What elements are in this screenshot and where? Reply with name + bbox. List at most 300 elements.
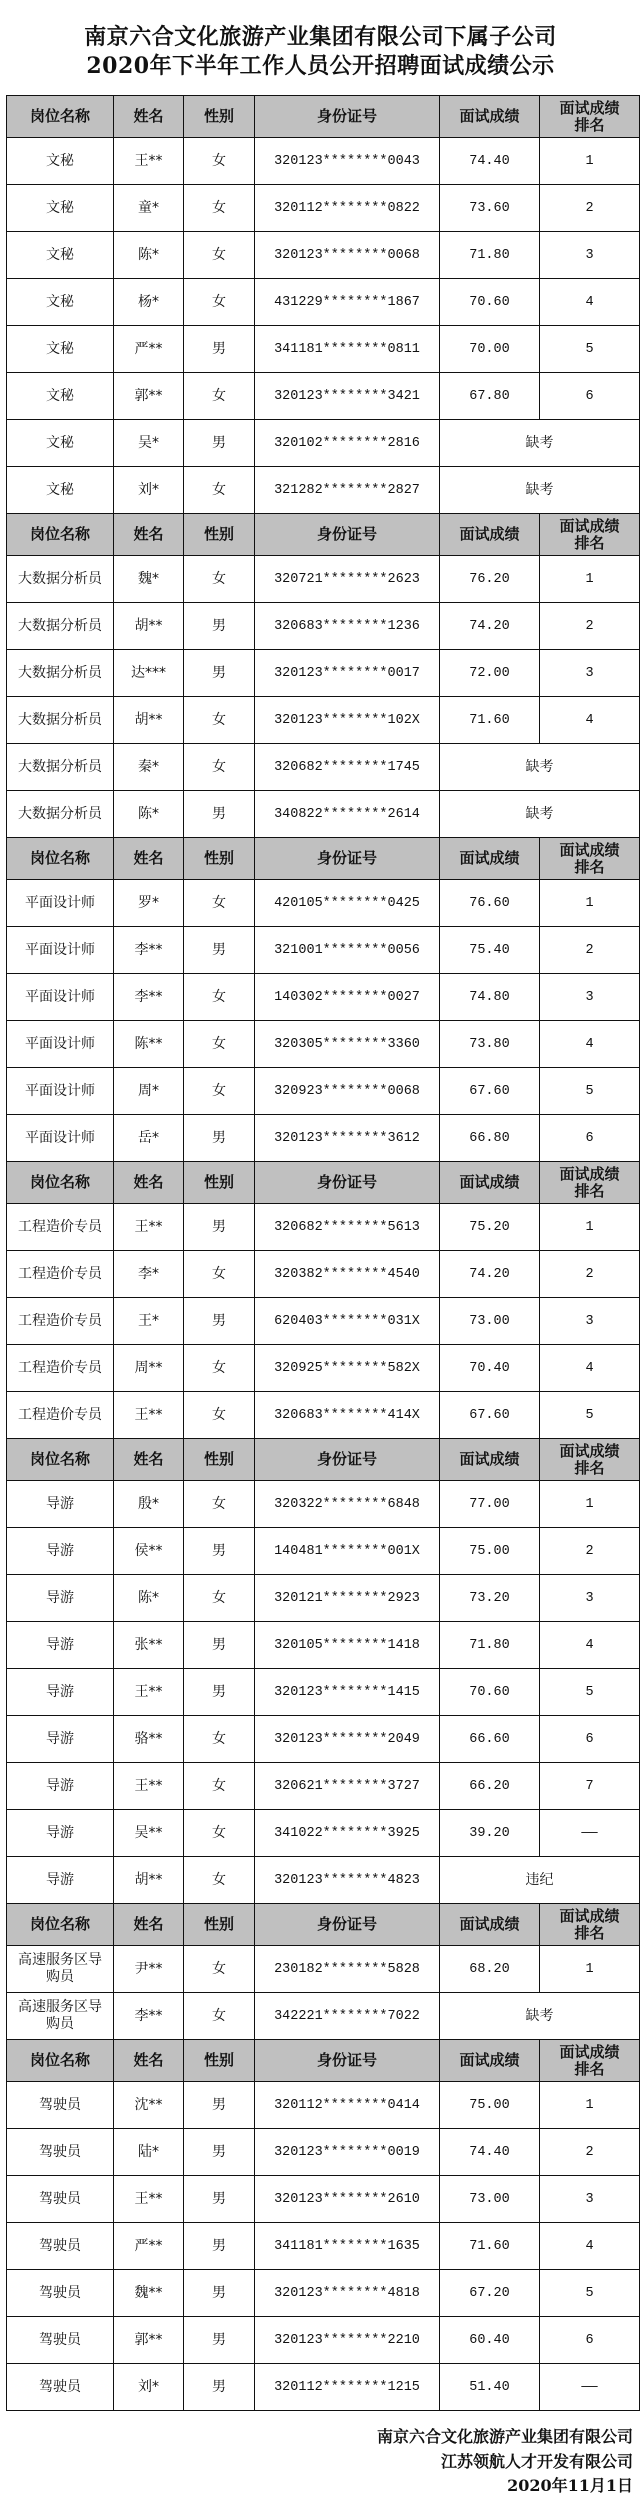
cell-rank: 1 [540, 138, 640, 185]
cell-position: 大数据分析员 [7, 603, 114, 650]
cell-id-number: 321001********0056 [255, 927, 440, 974]
header-id-number: 身份证号 [255, 2040, 440, 2082]
cell-name: 尹** [114, 1946, 184, 1993]
cell-rank: 4 [540, 1021, 640, 1068]
cell-rank: 6 [540, 1716, 640, 1763]
table-row [7, 1575, 640, 1622]
cell-gender: 男 [184, 2270, 255, 2317]
table-row [7, 556, 640, 603]
cell-score: 68.20 [440, 1946, 540, 1993]
cell-position: 导游 [7, 1481, 114, 1528]
header-gender: 性别 [184, 1904, 255, 1946]
cell-rank: 1 [540, 880, 640, 927]
header-gender: 性别 [184, 514, 255, 556]
cell-id-number: 320925********582X [255, 1345, 440, 1392]
table-row [7, 1481, 640, 1528]
cell-gender: 男 [184, 2176, 255, 2223]
cell-score: 73.00 [440, 2176, 540, 2223]
table-row [7, 650, 640, 697]
header-name: 姓名 [114, 838, 184, 880]
cell-id-number: 320123********0019 [255, 2129, 440, 2176]
cell-score: 67.20 [440, 2270, 540, 2317]
table-row [7, 791, 640, 838]
cell-rank: 3 [540, 1575, 640, 1622]
cell-name: 岳* [114, 1115, 184, 1162]
table-row [7, 1204, 640, 1251]
cell-score: 66.60 [440, 1716, 540, 1763]
header-id-number: 身份证号 [255, 838, 440, 880]
cell-gender: 男 [184, 326, 255, 373]
header-name: 姓名 [114, 2040, 184, 2082]
footer-org-2: 江苏领航人才开发有限公司 [440, 2451, 633, 2471]
header-row [7, 96, 640, 138]
table-row [7, 1946, 640, 1993]
table-row [7, 603, 640, 650]
cell-gender: 女 [184, 1993, 255, 2040]
cell-score: 71.60 [440, 2223, 540, 2270]
cell-position: 文秘 [7, 326, 114, 373]
header-position: 岗位名称 [7, 838, 114, 880]
cell-rank: —— [540, 1810, 640, 1857]
cell-id-number: 321282********2827 [255, 467, 440, 514]
table-row [7, 1392, 640, 1439]
cell-id-number: 320621********3727 [255, 1763, 440, 1810]
cell-position: 文秘 [7, 420, 114, 467]
cell-rank: 4 [540, 1345, 640, 1392]
cell-gender: 男 [184, 2129, 255, 2176]
table-row [7, 697, 640, 744]
header-position: 岗位名称 [7, 96, 114, 138]
table-row [7, 1251, 640, 1298]
cell-id-number: 341022********3925 [255, 1810, 440, 1857]
cell-position: 大数据分析员 [7, 650, 114, 697]
table-row [7, 1115, 640, 1162]
cell-name: 王** [114, 138, 184, 185]
cell-position: 工程造价专员 [7, 1345, 114, 1392]
cell-gender: 女 [184, 556, 255, 603]
cell-gender: 男 [184, 650, 255, 697]
cell-score: 67.80 [440, 373, 540, 420]
header-score: 面试成绩 [440, 514, 540, 556]
cell-name: 骆** [114, 1716, 184, 1763]
cell-name: 王** [114, 1392, 184, 1439]
cell-id-number: 342221********7022 [255, 1993, 440, 2040]
cell-name: 刘* [114, 467, 184, 514]
cell-position: 文秘 [7, 279, 114, 326]
cell-gender: 女 [184, 232, 255, 279]
cell-id-number: 230182********5828 [255, 1946, 440, 1993]
cell-score: 71.80 [440, 232, 540, 279]
cell-rank: 1 [540, 1481, 640, 1528]
cell-rank: 2 [540, 1251, 640, 1298]
cell-gender: 女 [184, 1068, 255, 1115]
cell-gender: 男 [184, 603, 255, 650]
header-gender: 性别 [184, 96, 255, 138]
table-row [7, 2223, 640, 2270]
cell-gender: 女 [184, 1857, 255, 1904]
cell-score: 70.40 [440, 1345, 540, 1392]
table-row [7, 1763, 640, 1810]
cell-name: 周* [114, 1068, 184, 1115]
cell-rank: 6 [540, 373, 640, 420]
header-score: 面试成绩 [440, 1904, 540, 1946]
cell-id-number: 320923********0068 [255, 1068, 440, 1115]
header-score: 面试成绩 [440, 96, 540, 138]
cell-id-number: 320682********5613 [255, 1204, 440, 1251]
table-row [7, 1857, 640, 1904]
cell-position: 大数据分析员 [7, 556, 114, 603]
cell-id-number: 320102********2816 [255, 420, 440, 467]
cell-id-number: 341181********1635 [255, 2223, 440, 2270]
cell-status: 缺考 [440, 420, 640, 467]
cell-gender: 女 [184, 697, 255, 744]
cell-gender: 女 [184, 1575, 255, 1622]
cell-name: 严** [114, 326, 184, 373]
cell-position: 平面设计师 [7, 1021, 114, 1068]
header-rank: 面试成绩排名 [540, 514, 640, 556]
header-score: 面试成绩 [440, 838, 540, 880]
cell-status: 缺考 [440, 791, 640, 838]
cell-gender: 男 [184, 927, 255, 974]
cell-name: 王** [114, 1669, 184, 1716]
cell-id-number: 340822********2614 [255, 791, 440, 838]
cell-gender: 女 [184, 1345, 255, 1392]
cell-position: 导游 [7, 1622, 114, 1669]
header-rank: 面试成绩排名 [540, 2040, 640, 2082]
cell-score: 73.80 [440, 1021, 540, 1068]
footer-org-1: 南京六合文化旅游产业集团有限公司 [376, 2427, 633, 2446]
cell-position: 高速服务区导购员 [7, 1993, 114, 2040]
cell-id-number: 320123********102X [255, 697, 440, 744]
cell-rank: 4 [540, 2223, 640, 2270]
cell-position: 导游 [7, 1857, 114, 1904]
header-score: 面试成绩 [440, 1439, 540, 1481]
title-line-1: 南京六合文化旅游产业集团有限公司下属子公司 [84, 24, 557, 50]
cell-gender: 男 [184, 2317, 255, 2364]
cell-rank: 1 [540, 1946, 640, 1993]
cell-id-number: 320123********2049 [255, 1716, 440, 1763]
title-line-2: 2020年下半年工作人员公开招聘面试成绩公示 [86, 53, 555, 79]
cell-rank: 5 [540, 326, 640, 373]
cell-position: 导游 [7, 1575, 114, 1622]
header-score: 面试成绩 [440, 2040, 540, 2082]
header-id-number: 身份证号 [255, 1439, 440, 1481]
cell-position: 工程造价专员 [7, 1298, 114, 1345]
cell-name: 吴** [114, 1810, 184, 1857]
cell-position: 大数据分析员 [7, 697, 114, 744]
cell-status: 缺考 [440, 744, 640, 791]
cell-gender: 男 [184, 1622, 255, 1669]
results-table [6, 95, 640, 2411]
cell-name: 魏** [114, 2270, 184, 2317]
cell-gender: 男 [184, 2364, 255, 2411]
cell-name: 李* [114, 1251, 184, 1298]
footer-signature [377, 2425, 633, 2499]
cell-gender: 女 [184, 185, 255, 232]
header-row [7, 514, 640, 556]
header-row [7, 1439, 640, 1481]
cell-name: 陆* [114, 2129, 184, 2176]
table-row [7, 880, 640, 927]
cell-id-number: 320123********2210 [255, 2317, 440, 2364]
cell-gender: 女 [184, 467, 255, 514]
cell-id-number: 320721********2623 [255, 556, 440, 603]
cell-gender: 女 [184, 138, 255, 185]
header-name: 姓名 [114, 1439, 184, 1481]
header-gender: 性别 [184, 1162, 255, 1204]
cell-position: 平面设计师 [7, 974, 114, 1021]
cell-name: 沈** [114, 2082, 184, 2129]
cell-rank: 4 [540, 697, 640, 744]
cell-name: 严** [114, 2223, 184, 2270]
cell-gender: 女 [184, 880, 255, 927]
cell-rank: 3 [540, 1298, 640, 1345]
cell-name: 罗* [114, 880, 184, 927]
cell-rank: 2 [540, 927, 640, 974]
cell-position: 平面设计师 [7, 1115, 114, 1162]
cell-id-number: 620403********031X [255, 1298, 440, 1345]
cell-score: 74.40 [440, 2129, 540, 2176]
cell-name: 侯** [114, 1528, 184, 1575]
cell-score: 70.60 [440, 279, 540, 326]
cell-name: 胡** [114, 697, 184, 744]
cell-position: 文秘 [7, 373, 114, 420]
table-row [7, 1669, 640, 1716]
cell-name: 陈* [114, 1575, 184, 1622]
cell-id-number: 320382********4540 [255, 1251, 440, 1298]
cell-name: 杨* [114, 279, 184, 326]
table-row [7, 1298, 640, 1345]
table-row [7, 232, 640, 279]
cell-gender: 女 [184, 744, 255, 791]
cell-position: 文秘 [7, 185, 114, 232]
table-row [7, 2317, 640, 2364]
cell-gender: 男 [184, 1298, 255, 1345]
cell-score: 75.40 [440, 927, 540, 974]
cell-id-number: 320123********3612 [255, 1115, 440, 1162]
header-id-number: 身份证号 [255, 96, 440, 138]
cell-position: 工程造价专员 [7, 1251, 114, 1298]
cell-position: 大数据分析员 [7, 791, 114, 838]
table-row [7, 1068, 640, 1115]
cell-position: 高速服务区导购员 [7, 1946, 114, 1993]
cell-gender: 男 [184, 1669, 255, 1716]
cell-id-number: 320123********0043 [255, 138, 440, 185]
cell-gender: 女 [184, 1481, 255, 1528]
cell-position: 驾驶员 [7, 2270, 114, 2317]
cell-id-number: 140481********001X [255, 1528, 440, 1575]
cell-name: 郭** [114, 2317, 184, 2364]
cell-position: 文秘 [7, 467, 114, 514]
cell-id-number: 140302********0027 [255, 974, 440, 1021]
cell-gender: 女 [184, 1946, 255, 1993]
cell-score: 74.40 [440, 138, 540, 185]
header-position: 岗位名称 [7, 1439, 114, 1481]
cell-id-number: 320112********0822 [255, 185, 440, 232]
cell-gender: 女 [184, 1763, 255, 1810]
cell-score: 74.20 [440, 1251, 540, 1298]
header-position: 岗位名称 [7, 2040, 114, 2082]
cell-rank: 5 [540, 1669, 640, 1716]
cell-rank: 5 [540, 2270, 640, 2317]
cell-gender: 女 [184, 1392, 255, 1439]
cell-position: 导游 [7, 1669, 114, 1716]
header-name: 姓名 [114, 1162, 184, 1204]
cell-name: 秦* [114, 744, 184, 791]
cell-rank: 6 [540, 1115, 640, 1162]
header-id-number: 身份证号 [255, 514, 440, 556]
cell-gender: 男 [184, 1115, 255, 1162]
cell-position: 导游 [7, 1528, 114, 1575]
cell-position: 驾驶员 [7, 2223, 114, 2270]
table-row [7, 927, 640, 974]
cell-score: 72.00 [440, 650, 540, 697]
cell-position: 工程造价专员 [7, 1204, 114, 1251]
cell-status: 缺考 [440, 1993, 640, 2040]
table-row [7, 1622, 640, 1669]
table-row [7, 744, 640, 791]
cell-gender: 男 [184, 791, 255, 838]
cell-gender: 男 [184, 1204, 255, 1251]
cell-name: 王* [114, 1298, 184, 1345]
cell-name: 王** [114, 1763, 184, 1810]
cell-rank: 4 [540, 279, 640, 326]
cell-id-number: 420105********0425 [255, 880, 440, 927]
cell-name: 陈* [114, 791, 184, 838]
cell-id-number: 320123********0017 [255, 650, 440, 697]
cell-score: 71.60 [440, 697, 540, 744]
cell-id-number: 341181********0811 [255, 326, 440, 373]
table-row [7, 1528, 640, 1575]
header-position: 岗位名称 [7, 514, 114, 556]
cell-id-number: 320322********6848 [255, 1481, 440, 1528]
cell-name: 胡** [114, 1857, 184, 1904]
cell-score: 73.20 [440, 1575, 540, 1622]
cell-score: 75.20 [440, 1204, 540, 1251]
cell-score: 66.20 [440, 1763, 540, 1810]
cell-id-number: 320682********1745 [255, 744, 440, 791]
cell-gender: 男 [184, 2223, 255, 2270]
cell-position: 文秘 [7, 138, 114, 185]
cell-score: 70.00 [440, 326, 540, 373]
cell-name: 李** [114, 974, 184, 1021]
cell-score: 60.40 [440, 2317, 540, 2364]
cell-position: 驾驶员 [7, 2129, 114, 2176]
table-row [7, 279, 640, 326]
table-row [7, 185, 640, 232]
cell-gender: 女 [184, 373, 255, 420]
cell-id-number: 320105********1418 [255, 1622, 440, 1669]
header-id-number: 身份证号 [255, 1904, 440, 1946]
table-row [7, 1021, 640, 1068]
cell-score: 74.80 [440, 974, 540, 1021]
header-row [7, 1162, 640, 1204]
header-rank: 面试成绩排名 [540, 1904, 640, 1946]
cell-position: 文秘 [7, 232, 114, 279]
cell-gender: 女 [184, 1810, 255, 1857]
cell-position: 平面设计师 [7, 927, 114, 974]
footer-date: 2020年11月1日 [507, 2476, 633, 2495]
cell-rank: 3 [540, 2176, 640, 2223]
table-row [7, 974, 640, 1021]
table-row [7, 2364, 640, 2411]
table-row [7, 2270, 640, 2317]
header-rank: 面试成绩排名 [540, 1162, 640, 1204]
cell-name: 童* [114, 185, 184, 232]
cell-name: 魏* [114, 556, 184, 603]
cell-rank: 6 [540, 2317, 640, 2364]
cell-gender: 男 [184, 2082, 255, 2129]
cell-score: 67.60 [440, 1068, 540, 1115]
cell-rank: —— [540, 2364, 640, 2411]
cell-score: 76.20 [440, 556, 540, 603]
cell-rank: 2 [540, 185, 640, 232]
header-score: 面试成绩 [440, 1162, 540, 1204]
header-name: 姓名 [114, 514, 184, 556]
cell-id-number: 320683********414X [255, 1392, 440, 1439]
cell-gender: 男 [184, 420, 255, 467]
cell-position: 导游 [7, 1810, 114, 1857]
cell-name: 殷* [114, 1481, 184, 1528]
cell-score: 77.00 [440, 1481, 540, 1528]
cell-score: 71.80 [440, 1622, 540, 1669]
header-rank: 面试成绩排名 [540, 1439, 640, 1481]
cell-id-number: 320112********1215 [255, 2364, 440, 2411]
cell-score: 75.00 [440, 1528, 540, 1575]
table-row [7, 2129, 640, 2176]
cell-rank: 5 [540, 1068, 640, 1115]
cell-name: 王** [114, 2176, 184, 2223]
table-row [7, 326, 640, 373]
cell-id-number: 320123********3421 [255, 373, 440, 420]
cell-score: 67.60 [440, 1392, 540, 1439]
cell-score: 73.60 [440, 185, 540, 232]
cell-score: 66.80 [440, 1115, 540, 1162]
cell-status: 违纪 [440, 1857, 640, 1904]
cell-score: 73.00 [440, 1298, 540, 1345]
cell-rank: 3 [540, 974, 640, 1021]
cell-id-number: 431229********1867 [255, 279, 440, 326]
cell-name: 陈* [114, 232, 184, 279]
table-row [7, 467, 640, 514]
header-name: 姓名 [114, 1904, 184, 1946]
table-row [7, 2176, 640, 2223]
cell-id-number: 320123********1415 [255, 1669, 440, 1716]
cell-gender: 男 [184, 1528, 255, 1575]
table-row [7, 373, 640, 420]
table-row [7, 1716, 640, 1763]
cell-name: 胡** [114, 603, 184, 650]
cell-rank: 7 [540, 1763, 640, 1810]
header-gender: 性别 [184, 1439, 255, 1481]
cell-position: 导游 [7, 1763, 114, 1810]
cell-name: 周** [114, 1345, 184, 1392]
cell-rank: 2 [540, 2129, 640, 2176]
cell-score: 39.20 [440, 1810, 540, 1857]
cell-id-number: 320123********4823 [255, 1857, 440, 1904]
cell-rank: 4 [540, 1622, 640, 1669]
header-position: 岗位名称 [7, 1162, 114, 1204]
cell-id-number: 320123********2610 [255, 2176, 440, 2223]
cell-rank: 1 [540, 1204, 640, 1251]
cell-id-number: 320112********0414 [255, 2082, 440, 2129]
header-gender: 性别 [184, 2040, 255, 2082]
cell-position: 驾驶员 [7, 2364, 114, 2411]
cell-gender: 女 [184, 1251, 255, 1298]
cell-id-number: 320305********3360 [255, 1021, 440, 1068]
cell-name: 陈** [114, 1021, 184, 1068]
cell-score: 76.60 [440, 880, 540, 927]
